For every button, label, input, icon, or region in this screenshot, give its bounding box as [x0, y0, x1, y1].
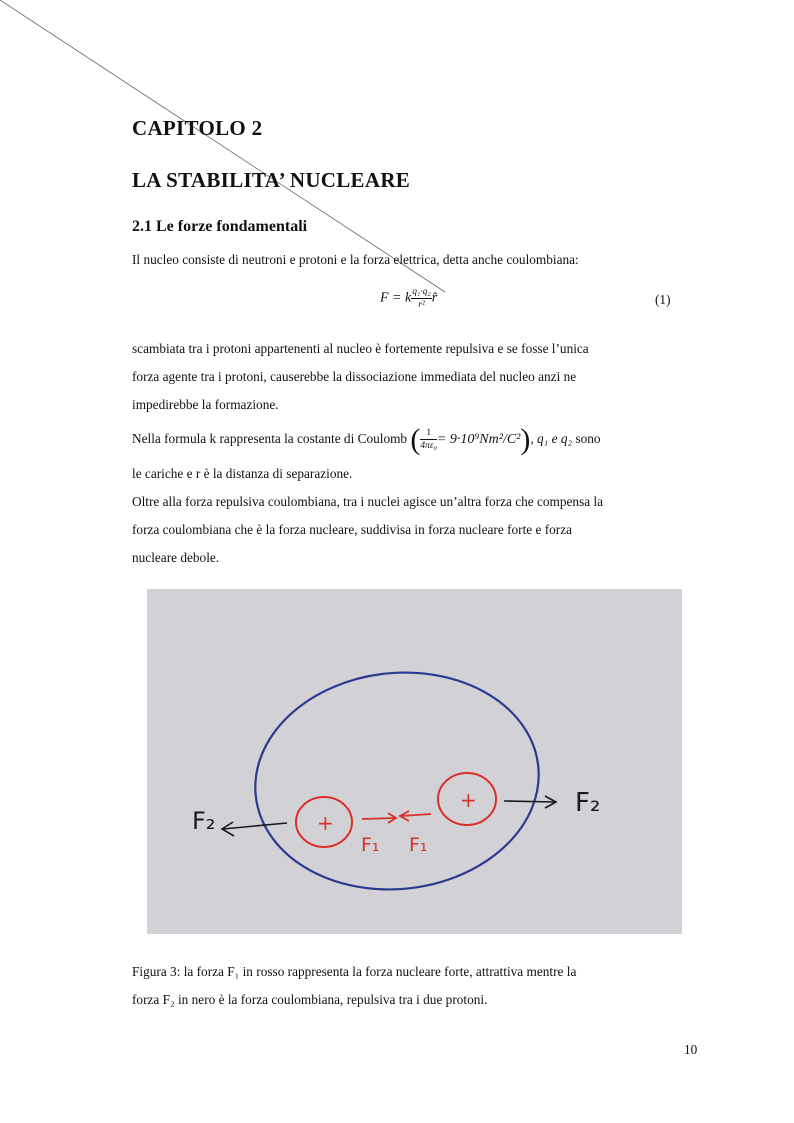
- section-heading: 2.1 Le forze fondamentali: [132, 218, 308, 235]
- formula-denominator: r²: [418, 300, 425, 310]
- charges-symbols: , q₁ e q₂: [530, 431, 573, 446]
- open-paren: (: [410, 422, 421, 456]
- paragraph-line: le cariche e r è la distanza di separazione.: [132, 466, 353, 481]
- formula-lhs: F = k: [380, 290, 412, 306]
- formula-numerator: q₁·q₂: [412, 287, 431, 297]
- chapter-title: LA STABILITA’ NUCLEARE: [132, 168, 411, 192]
- f1-arrow-left: [400, 811, 431, 821]
- constant-denominator: 4πε₀: [420, 441, 437, 452]
- chapter-label: CAPITOLO 2: [132, 116, 263, 140]
- page-number: 10: [684, 1042, 698, 1057]
- f2-label-left: F₂: [192, 807, 216, 835]
- paragraph-line: nucleare debole.: [132, 550, 220, 565]
- proton-left-charge: +: [317, 811, 334, 835]
- paragraph-line: Oltre alla forza repulsiva coulombiana, tra i nuclei agisce un’altra forza che compensa la: [132, 494, 604, 509]
- f2-label-right: F₂: [575, 788, 601, 818]
- constant-numerator: 1: [420, 427, 437, 440]
- coulomb-formula: [380, 286, 437, 311]
- nucleus-outline: [244, 659, 549, 904]
- f2-arrow-right: [504, 796, 556, 808]
- paragraph-line: forza agente tra i protoni, causerebbe la dissociazione immediata del nucleo anzi ne: [132, 369, 577, 384]
- close-paren: ): [520, 422, 531, 456]
- intro-line: Il nucleo consiste di neutroni e protoni e la forza elettrica, detta anche coulombiana:: [132, 252, 579, 267]
- figure-caption-line: Figura 3: la forza F₁ in rosso rappresenta la forza nucleare forte, attrattiva mentre la: [132, 964, 577, 979]
- paragraph-line: forza coulombiana che è la forza nucleare, suddivisa in forza nucleare forte e forza: [132, 522, 573, 537]
- paragraph-text: Nella formula k rappresenta la costante di Coulomb: [132, 431, 408, 446]
- f1-arrow-right: [362, 813, 396, 823]
- constant-fraction: [420, 427, 437, 452]
- figure-caption-line: forza F₂ in nero è la forza coulombiana, repulsiva tra i due protoni.: [132, 992, 488, 1007]
- paragraph-text: sono: [575, 431, 601, 446]
- formula-unit-vector: r̂: [431, 290, 438, 306]
- equation-number: (1): [655, 292, 671, 307]
- paragraph-line: scambiata tra i protoni appartenenti al nucleo è fortemente repulsiva e se fosse l’unica: [132, 341, 589, 356]
- nucleus-force-figure: [147, 589, 682, 934]
- formula-fraction: [411, 286, 431, 311]
- f2-arrow-left: [222, 822, 287, 836]
- figure-drawing: [147, 589, 682, 934]
- coulomb-constant-line: [132, 423, 601, 456]
- f1-label-left: F₁: [361, 834, 380, 856]
- proton-right-charge: +: [460, 788, 477, 812]
- constant-value: = 9·10⁹Nm²/C²: [436, 431, 521, 447]
- f1-label-right: F₁: [409, 834, 428, 856]
- paragraph-line: impedirebbe la formazione.: [132, 397, 279, 412]
